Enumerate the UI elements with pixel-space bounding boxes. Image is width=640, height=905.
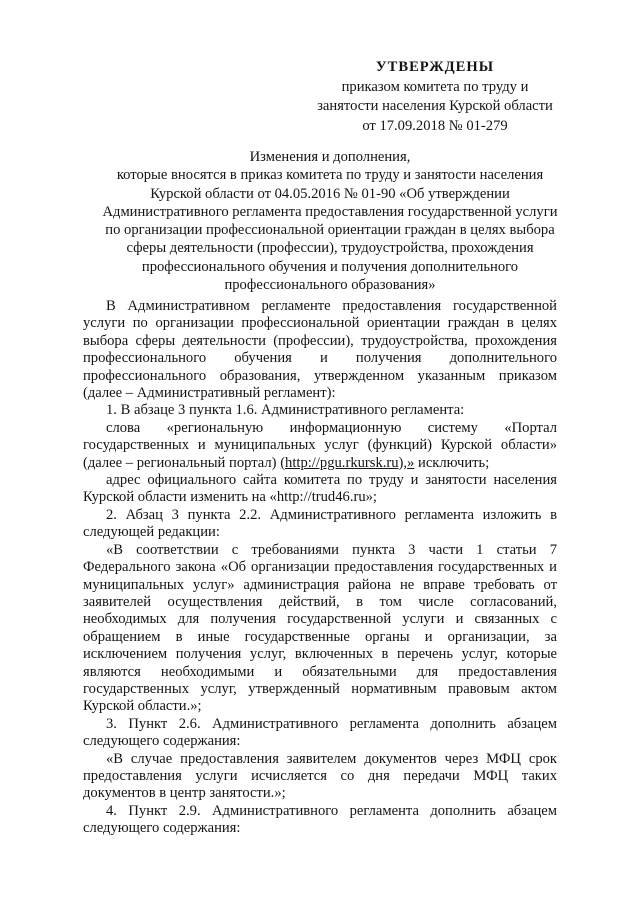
approval-line: занятости населения Курской области xyxy=(317,98,553,114)
paragraph: адрес официального сайта комитета по труду и занятости населения Курской области изменить на «http://trud46.ru»; xyxy=(83,472,557,506)
heading-line: профессионального обучения и получения дополнительного xyxy=(141,258,519,275)
heading-line: Курской области от 04.05.2016 № 01-90 «Об утверждении xyxy=(150,185,510,202)
heading-title: Изменения и дополнения, xyxy=(249,149,411,165)
paragraph: 3. Пункт 2.6. Административного регламента дополнить абзацем следующего содержания: xyxy=(83,715,557,750)
paragraph: «В соответствии с требованиями пункта 3 части 1 статьи 7 Федерального закона «Об организации предоставления государственных и муниципальных услуг» администрация района не вправе требовать от заявителей осуществления действий, в том числе согласований, необходимых для получения государственной услуги и связанных с обращением в иные государственные органы и организации, за исключением получения услуг, включенных в перечень услуг, которые являются необходимыми и обязательными для предоставления государственных услуг, утвержденный нормативным правовым актом Курской области.»; xyxy=(83,541,557,715)
approval-line: от 17.09.2018 № 01-279 xyxy=(362,117,508,134)
approval-title: УТВЕРЖДЕНЫ xyxy=(375,59,495,75)
document-body xyxy=(83,298,557,838)
approval-stamp xyxy=(300,58,570,136)
paragraph xyxy=(83,420,557,472)
paragraph: 2. Абзац 3 пункта 2.2. Административного регламента изложить в следующей редакции: xyxy=(83,506,557,541)
approval-line: приказом комитета по труду и xyxy=(341,78,529,95)
heading-line: которые вносятся в приказ комитета по труду и занятости населения xyxy=(116,167,544,184)
paragraph-text: исключить; xyxy=(414,454,490,471)
heading-line: Административного регламента предоставления государственной услуги xyxy=(102,203,558,220)
heading-line: сферы деятельности (профессии), трудоустройства, прохождения xyxy=(126,240,534,257)
paragraph-text: слова «региональную информационную систему «Портал государственных и муниципальных услуг (функций) Курской области» (далее – региональный портал) xyxy=(83,419,557,471)
paragraph: «В случае предоставления заявителем документов через МФЦ срок предоставления услуги исчисляется со дня передачи МФЦ таких документов в центр занятости.»; xyxy=(83,750,557,802)
heading-line: по организации профессиональной ориентации граждан в целях выбора xyxy=(105,222,555,239)
heading-line: профессионального образования» xyxy=(224,277,436,294)
document-heading xyxy=(80,148,580,294)
paragraph: 4. Пункт 2.9. Административного регламента дополнить абзацем следующего содержания: xyxy=(83,802,557,837)
portal-link[interactable]: (http://pgu.rkursk.ru),» xyxy=(280,454,415,471)
paragraph: 1. В абзаце 3 пункта 1.6. Административного регламента: xyxy=(106,402,465,419)
paragraph: В Административном регламенте предоставления государственной услуги по организации профессиональной ориентации граждан в целях выбора сферы деятельности (профессии), трудоустройства, прохождения профессионального обучения и получения дополнительного профессионального образования, утвержденном указанным приказом (далее – Административный регламент): xyxy=(83,298,557,402)
